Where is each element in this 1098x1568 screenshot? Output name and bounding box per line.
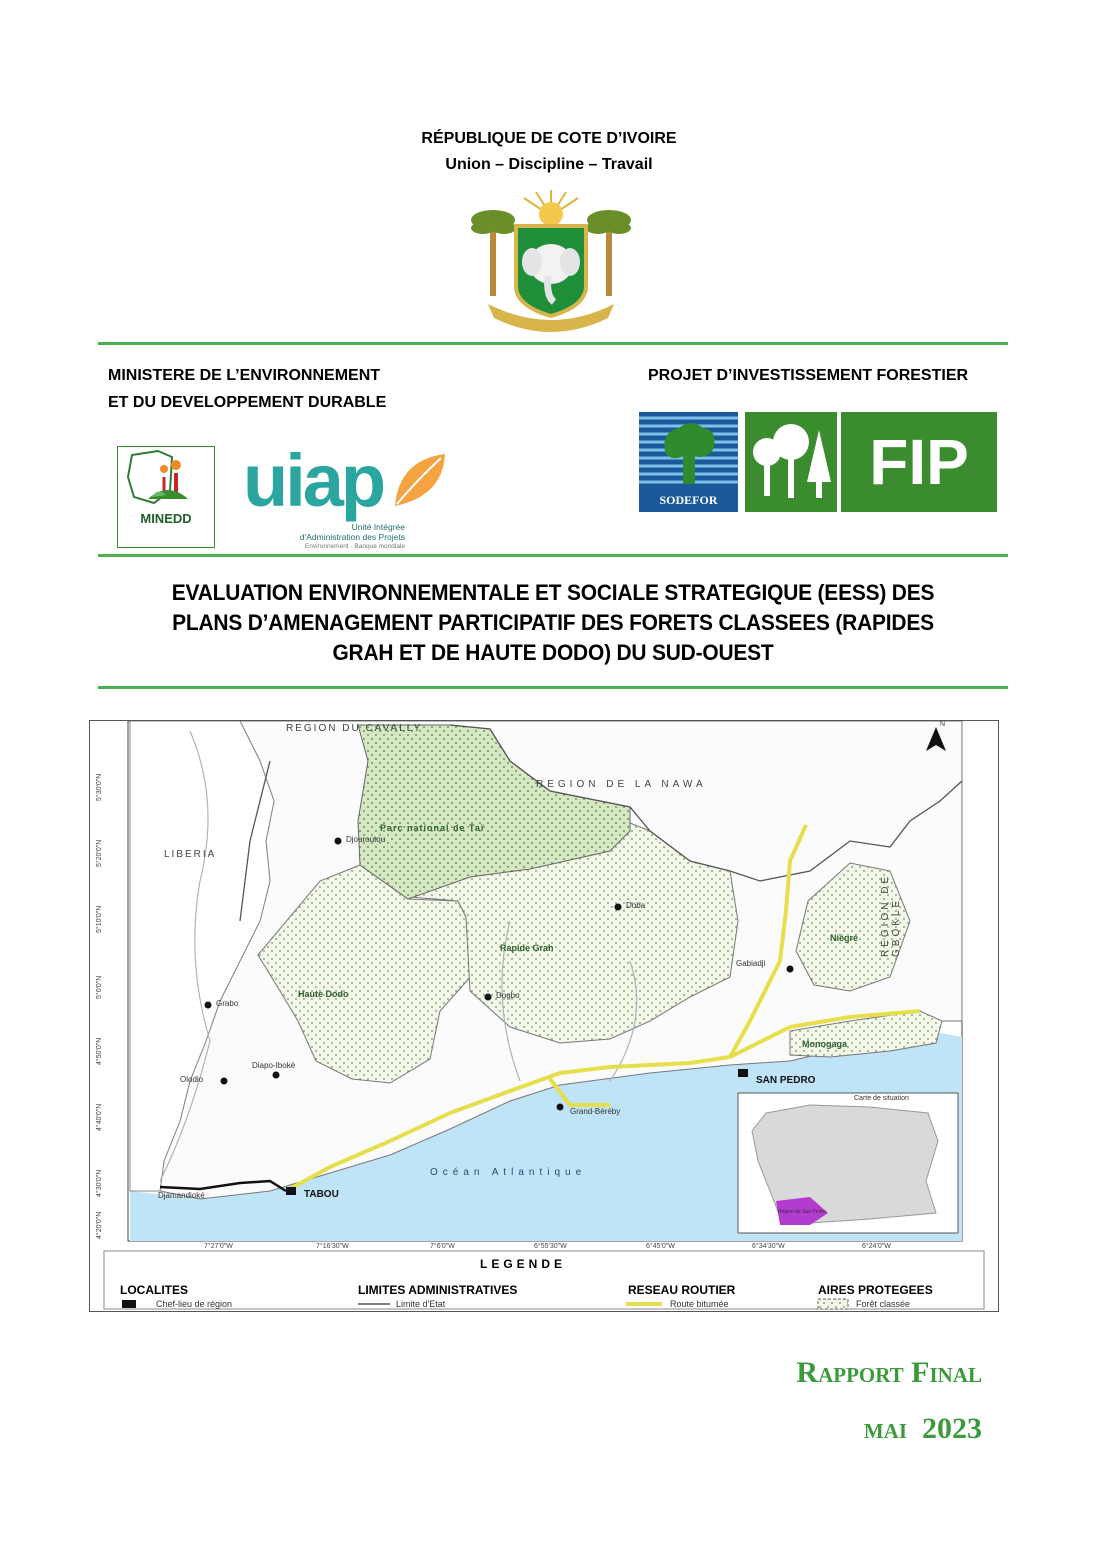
- lon-tick-6: 6°34'30"W: [752, 1243, 785, 1250]
- legend-aires: AIRES PROTEGEES: [818, 1283, 933, 1297]
- uiap-subtitle-2: d'Administration des Projets: [299, 532, 405, 542]
- town-diapo: Diapo-Iboké: [252, 1061, 296, 1070]
- town-grand-bereby: Grand-Béréby: [570, 1107, 621, 1116]
- rapide-grah-label: Rapide Grah: [500, 943, 554, 953]
- town-gabiadji: Gabiadji: [736, 959, 766, 968]
- inset-label: Région de San Pedro: [778, 1209, 826, 1215]
- legend-aires-item: Forêt classée: [856, 1299, 911, 1309]
- minedd-emblem-icon: [118, 447, 214, 511]
- lon-tick-3: 7°6'0"W: [430, 1243, 455, 1250]
- north-label: N: [940, 721, 946, 728]
- document-title-line-1: EVALUATION ENVIRONNEMENTALE ET SOCIALE STRATEGIQUE (EESS) DES: [171, 580, 935, 605]
- ocean-label: Océan Atlantique: [430, 1167, 587, 1178]
- legend-title: LEGENDE: [480, 1257, 567, 1271]
- town-san-pedro: SAN PEDRO: [756, 1075, 816, 1086]
- lat-tick-1: 5°30'0"N: [96, 773, 103, 801]
- report-date: [864, 1412, 982, 1446]
- lon-tick-5: 6°45'0"W: [646, 1243, 675, 1250]
- lat-tick-4: 5°0'0"N: [96, 975, 103, 999]
- ministry-line-2: ET DU DEVELOPPEMENT DURABLE: [108, 394, 387, 411]
- lat-tick-2: 5°20'0"N: [96, 839, 103, 867]
- monogaga-label: Monogaga: [802, 1039, 847, 1049]
- document-title-line-2: PLANS D’AMENAGEMENT PARTICIPATIF DES FORETS CLASSEES (RAPIDES: [172, 610, 934, 635]
- uiap-subtitle-1: Unité Intégrée: [351, 522, 405, 532]
- town-doba: Doba: [626, 901, 646, 910]
- regional-map: [89, 720, 999, 1312]
- lat-tick-8: 4°20'0"N: [96, 1211, 103, 1239]
- sodefor-logo-text: SODEFOR: [639, 490, 738, 510]
- legend-reseau: RESEAU ROUTIER: [628, 1283, 736, 1297]
- document-title-line-3: GRAH ET DE HAUTE DODO) DU SUD-OUEST: [332, 640, 774, 665]
- divider-middle: [98, 554, 1008, 557]
- region-nawa-label: REGION DE LA NAWA: [536, 779, 707, 790]
- town-olodio: Olodio: [180, 1075, 204, 1084]
- map-canvas: [90, 721, 998, 1311]
- uiap-subtitle-3: Environnement - Banque mondiale: [304, 543, 405, 550]
- report-label: Rapport Final: [796, 1356, 982, 1389]
- lon-tick-4: 6°55'30"W: [534, 1243, 567, 1250]
- fip-trees-logo: [745, 412, 837, 512]
- lat-tick-3: 5°10'0"N: [96, 905, 103, 933]
- lon-tick-1: 7°27'0"W: [204, 1243, 233, 1250]
- legend-limites-item: Limite d'Etat: [396, 1299, 446, 1309]
- town-djouroutou: Djouroutou: [346, 835, 386, 844]
- coat-of-arms-emblem: [468, 186, 634, 332]
- lon-tick-7: 6°24'0"W: [862, 1243, 891, 1250]
- document-title: [130, 578, 976, 668]
- inset-title: Carte de situation: [854, 1095, 909, 1102]
- minedd-logo-text: MINEDD: [140, 511, 192, 526]
- divider-bottom: [98, 686, 1008, 689]
- lat-tick-7: 4°30'0"N: [96, 1169, 103, 1197]
- ministry-name: [108, 362, 386, 416]
- uiap-logo: [243, 439, 453, 554]
- leaf-icon: [391, 450, 449, 510]
- lat-tick-6: 4°40'0"N: [96, 1103, 103, 1131]
- sodefor-logo: [639, 412, 738, 512]
- haute-dodo-label: Haute Dodo: [298, 989, 349, 999]
- town-djamandioke: Djamandioké: [158, 1191, 205, 1200]
- forest-icon: [745, 412, 837, 512]
- report-year: 2023: [922, 1412, 982, 1445]
- town-tabou: TABOU: [304, 1189, 339, 1200]
- region-gbokle-label: REGION DE GBOKLÉ: [880, 873, 902, 957]
- divider-top: [98, 342, 1008, 345]
- country-name: RÉPUBLIQUE DE COTE D’IVOIRE: [421, 130, 677, 147]
- liberia-label: LIBERIA: [164, 849, 217, 860]
- legend-localites-item: Chef-lieu de région: [156, 1299, 233, 1309]
- fip-logo: [841, 412, 997, 512]
- town-grabo: Grabo: [216, 999, 239, 1008]
- lat-tick-5: 4°50'0"N: [96, 1037, 103, 1065]
- sodefor-tree-icon: [639, 412, 738, 490]
- tai-park-label: Parc national de Taï: [380, 823, 485, 833]
- ministry-line-1: MINISTERE DE L’ENVIRONNEMENT: [108, 367, 381, 384]
- national-motto: Union – Discipline – Travail: [445, 156, 653, 173]
- town-dogbo: Dogbo: [496, 991, 520, 1000]
- legend-limites: LIMITES ADMINISTRATIVES: [358, 1283, 518, 1297]
- legend-localites: LOCALITES: [120, 1283, 188, 1297]
- lon-tick-2: 7°16'30"W: [316, 1243, 349, 1250]
- legend-reseau-item: Route bitumée: [670, 1299, 729, 1309]
- minedd-logo: [117, 446, 215, 548]
- fip-logo-text: FIP: [869, 426, 969, 498]
- uiap-logo-text: uiap: [243, 439, 384, 522]
- region-cavally-label: REGION DU CAVALLY: [286, 723, 423, 734]
- report-month: mai: [863, 1412, 907, 1445]
- project-name: PROJET D’INVESTISSEMENT FORESTIER: [648, 367, 969, 384]
- niegre-label: Niégré: [830, 933, 859, 943]
